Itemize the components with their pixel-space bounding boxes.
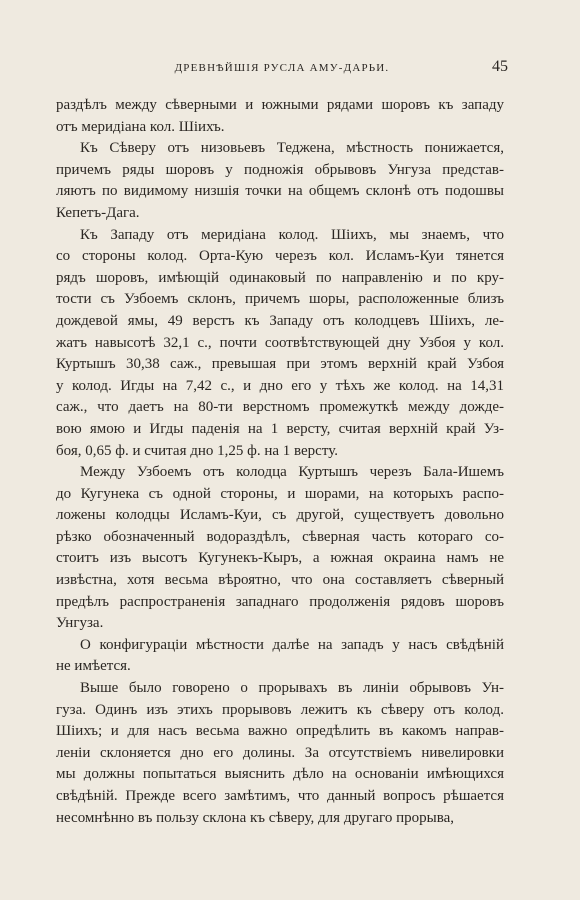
paragraph xyxy=(56,635,504,678)
text-line: рядъ шоровъ, имѣющій одинаковый по направленію и по кру- xyxy=(56,269,504,286)
text-line: Къ Западу отъ меридіана колод. Шіихъ, мы знаемъ, что xyxy=(80,226,504,243)
text-line: Къ Сѣверу отъ низовьевъ Теджена, мѣстность понижается, xyxy=(80,140,504,157)
text-line: Шіихъ; и для насъ весьма важно опредѣлить въ какомъ направ- xyxy=(56,723,504,740)
text-line: предѣлъ распространенія западнаго продолженія рядовъ шоровъ xyxy=(56,593,504,610)
text-line: боя, 0,65 ф. и считая дно 1,25 ф. на 1 версту. xyxy=(56,442,338,459)
text-line: у колод. Игды на 7,42 с., и дно его у тѣхъ же колод. на 14,31 xyxy=(56,377,504,394)
text-line: раздѣлъ между сѣверными и южными рядами шоровъ къ западу xyxy=(56,97,504,113)
text-line: причемъ ряды шоровъ у подножія обрывовъ Унгуза представ- xyxy=(56,161,504,178)
text-line: вою ямою и Игды паденія на 1 версту, считая верхній край Уз- xyxy=(56,420,504,437)
text-line: Унгуза. xyxy=(56,615,104,632)
text-line: леніи склоняется дно его долины. За отсутствіемъ нивелировки xyxy=(56,744,504,761)
page-number: 45 xyxy=(492,58,508,75)
text-line: Куртышъ 30,38 саж., превышая при этомъ верхній край Узбоя xyxy=(56,356,504,373)
paragraph xyxy=(56,462,504,635)
text-line: тости съ Узбоемъ склонъ, причемъ шоры, расположенные близъ xyxy=(56,291,504,308)
text-line: несомнѣнно въ пользу склона къ сѣверу, для другаго прорыва, xyxy=(56,809,454,826)
text-line: ляютъ по видимому низшія точки на общемъ склонѣ отъ подошвы xyxy=(56,183,504,200)
text-line: гуза. Одинъ изъ этихъ прорывовъ лежитъ къ сѣверу отъ колод. xyxy=(56,701,504,718)
text-line: извѣстна, хотя весьма вѣроятно, что она составляетъ сѣверный xyxy=(56,572,504,589)
paragraph xyxy=(56,95,504,138)
text-line: Между Узбоемъ отъ колодца Куртышъ черезъ Бала-Ишемъ xyxy=(80,464,504,481)
text-line: рѣзко обозначенный водораздѣлъ, сѣверная часть котораго со- xyxy=(56,528,504,545)
text-line: саж., что даетъ на 80-ти верстномъ промежуткѣ между дожде- xyxy=(56,399,504,416)
text-line: со стороны колод. Орта-Кую черезъ кол. Исламъ-Куи тянется xyxy=(56,248,504,265)
paragraph xyxy=(56,138,504,224)
text-line: до Кугунека съ одной стороны, и шорами, на которыхъ распо- xyxy=(56,485,504,502)
text-line: ложены колодцы Исламъ-Куи, съ другой, существуетъ довольно xyxy=(56,507,504,524)
text-line: мы должны попытаться выяснить дѣло на основаніи имѣющихся xyxy=(56,766,504,783)
text-line: стоитъ изъ высотъ Кугунекъ-Кыръ, а южная окраина намъ не xyxy=(56,550,504,567)
text-line: не имѣется. xyxy=(56,658,131,675)
text-line: дождевой ямы, 49 верстъ къ Западу отъ колодцевъ Шіихъ, ле- xyxy=(56,312,504,329)
paragraph xyxy=(56,225,504,463)
running-title: ДРЕВНѢЙШІЯ РУСЛА АМУ-ДАРЬИ. xyxy=(174,62,390,74)
text-line: жатъ навысотѣ 32,1 с., почти соотвѣтствующей дну Узбоя у кол. xyxy=(56,334,504,351)
text-line: О конфигураціи мѣстности далѣе на западъ у насъ свѣдѣній xyxy=(80,636,504,653)
page-header xyxy=(56,58,508,80)
text-line: Кепетъ-Дага. xyxy=(56,204,140,221)
text-body xyxy=(56,95,504,829)
paragraph xyxy=(56,678,504,829)
text-line: отъ меридіана кол. Шіихъ. xyxy=(56,118,225,135)
text-line: свѣдѣній. Прежде всего замѣтимъ, что данный вопросъ рѣшается xyxy=(56,788,504,804)
text-line: Выше было говорено о прорывахъ въ линіи обрывовъ Ун- xyxy=(80,680,504,697)
